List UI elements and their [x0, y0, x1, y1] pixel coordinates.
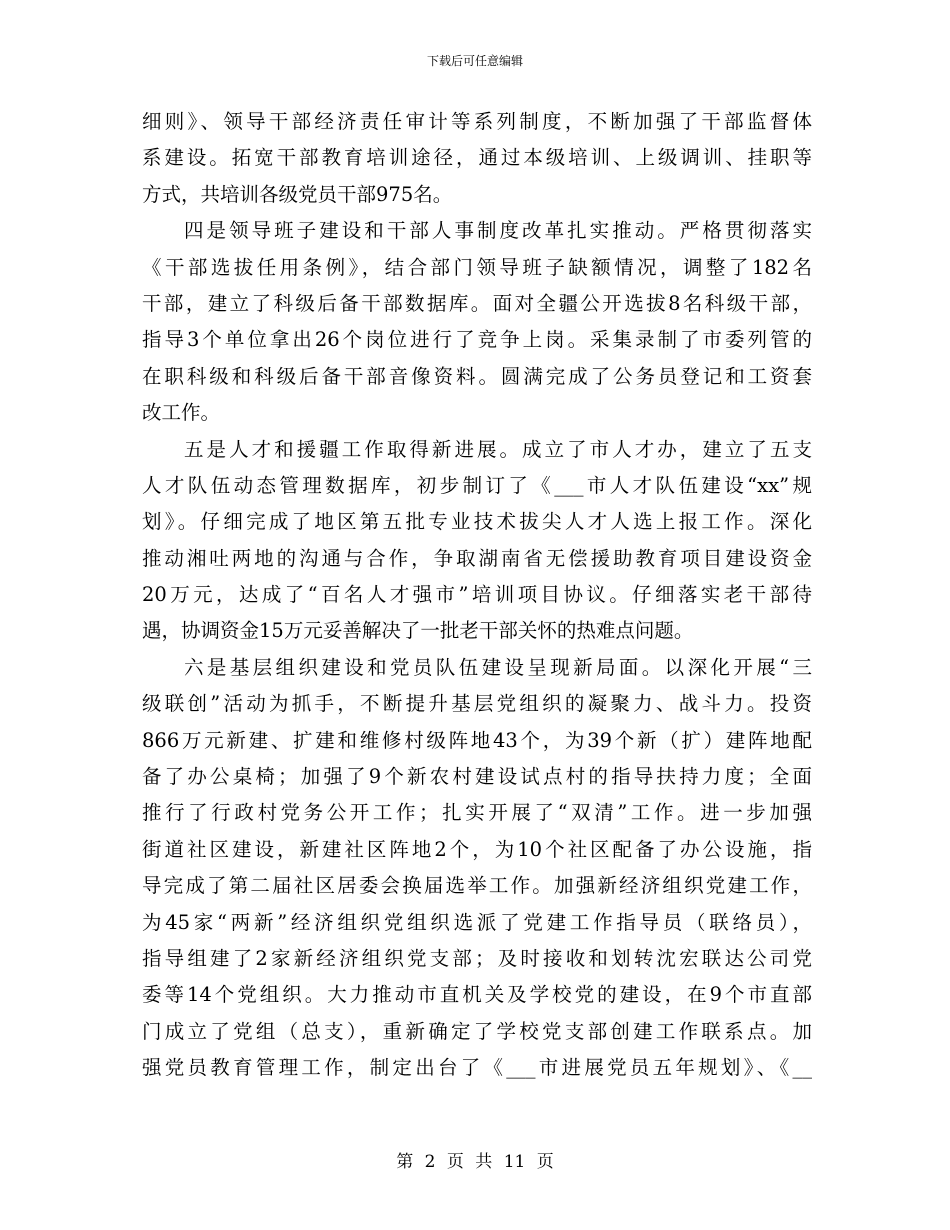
paragraph — [142, 104, 812, 213]
paragraph — [142, 650, 812, 1087]
paragraph — [142, 432, 812, 650]
text-line: 划》。仔细完成了地区第五批专业技术拔尖人才人选上报工作。深化 — [142, 510, 812, 534]
text-line: 六是基层组织建设和党员队伍建设呈现新局面。以深化开展“三 — [184, 655, 812, 679]
paragraph — [142, 213, 812, 431]
text-line: 20万元，达成了“百名人才强市”培训项目协议。仔细落实老干部待 — [142, 583, 812, 607]
text-line: 指导3个单位拿出26个岗位进行了竞争上岗。采集录制了市委列管的 — [142, 328, 812, 352]
text-line: 五是人才和援疆工作取得新进展。成立了市人才办，建立了五支 — [184, 437, 812, 461]
text-line: 方式，共培训各级党员干部975名。 — [142, 182, 453, 206]
text-line: 导完成了第二届社区居委会换届选举工作。加强新经济组织党建工作， — [142, 874, 812, 898]
text-line: 备了办公桌椅；加强了9个新农村建设试点村的指导扶持力度；全面 — [142, 765, 812, 789]
text-line: 为45家“两新”经济组织党组织选派了党建工作指导员（联络员）， — [142, 910, 812, 934]
text-line: 强党员教育管理工作，制定出台了《___市进展党员五年规划》、《__ — [142, 1056, 812, 1080]
text-line: 门成立了党组（总支），重新确定了学校党支部创建工作联系点。加 — [142, 1019, 812, 1043]
text-line: 改工作。 — [142, 401, 221, 425]
text-line: 细则》、领导干部经济责任审计等系列制度，不断加强了干部监督体 — [142, 110, 812, 133]
text-line: 系建设。拓宽干部教育培训途径，通过本级培训、上级调训、挂职等 — [142, 146, 812, 170]
page-footer: 第 2 页 共 11 页 — [396, 1152, 554, 1172]
text-line: 866万元新建、扩建和维修村级阵地43个，为39个新（扩）建阵地配 — [142, 728, 812, 752]
text-line: 四是领导班子建设和干部人事制度改革扎实推动。严格贯彻落实 — [184, 219, 812, 243]
text-line: 指导组建了2家新经济组织党支部；及时接收和划转沈宏联达公司党 — [142, 946, 812, 970]
text-line: 街道社区建设，新建社区阵地2个，为10个社区配备了办公设施，指 — [142, 837, 812, 861]
text-line: 推行了行政村党务公开工作；扎实开展了“双清”工作。进一步加强 — [142, 801, 812, 825]
text-line: 推动湘吐两地的沟通与合作，争取湖南省无偿援助教育项目建设资金 — [142, 546, 812, 570]
text-line: 《干部选拔任用条例》，结合部门领导班子缺额情况，调整了182名 — [142, 255, 812, 279]
text-line: 委等14个党组织。大力推动市直机关及学校党的建设，在9个市直部 — [142, 983, 812, 1007]
text-line: 级联创”活动为抓手，不断提升基层党组织的凝聚力、战斗力。投资 — [142, 692, 812, 716]
text-line: 在职科级和科级后备干部音像资料。圆满完成了公务员登记和工资套 — [142, 364, 812, 388]
text-line: 干部，建立了科级后备干部数据库。面对全疆公开选拔8名科级干部， — [142, 291, 812, 315]
text-line: 人才队伍动态管理数据库，初步制订了《___市人才队伍建设“xx”规 — [142, 473, 812, 497]
page-header: 下载后可任意编辑 — [426, 54, 523, 68]
text-line: 遇，协调资金15万元妥善解决了一批老干部关怀的热难点问题。 — [142, 619, 694, 643]
page-body — [142, 104, 812, 1087]
